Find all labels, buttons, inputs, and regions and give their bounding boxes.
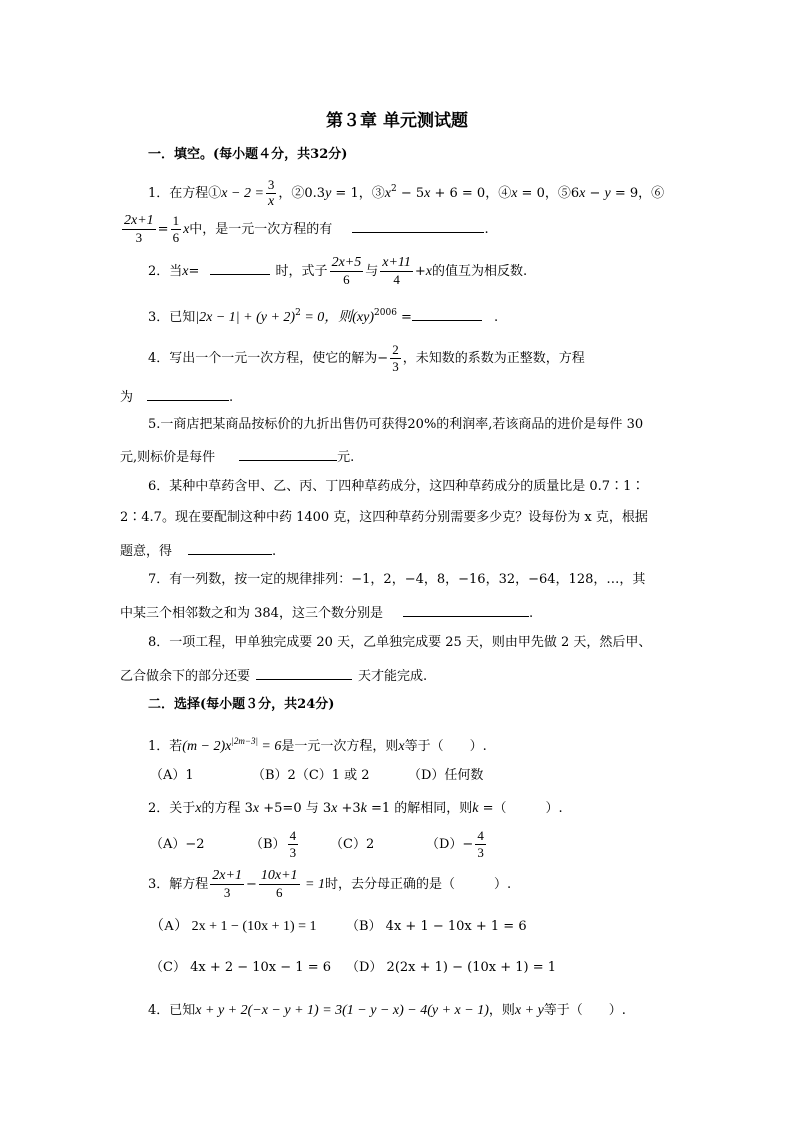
- s1-question-3: 3．已知$|2x - 1| + (y + 2)^2 = 0$，则(xy)$^{2006}$ = .: [148, 308, 499, 325]
- s1-question-6-line-1: 6．某种中草药含甲、乙、丙、丁四种草药成分，这四种草药成分的质量比是 0.7∶1∶: [148, 479, 645, 494]
- option-c[interactable]: （C） 4x + 2 − 10x − 1 = 6: [150, 960, 331, 975]
- fraction-2x1-over-3: $\frac{2x+1}{3}$: [124, 213, 154, 245]
- fraction-2-over-3: $\frac{2}{3}$: [392, 342, 399, 374]
- answer-blank-3[interactable]: [412, 306, 482, 321]
- s1-question-8-line-1: 8．一项工程，甲单独完成要 20 天，乙单独完成要 25 天，则由甲先做 2 天，然后甲、: [148, 635, 652, 650]
- s2-question-4: 4．已知x + y + 2(−x − y + 1) = 3(1 − y − x) − 4(y + x − 1)，则x + y等于（ ）.: [148, 1003, 626, 1018]
- option-d[interactable]: （D）− $\frac{4}{3}$: [426, 828, 484, 860]
- s1-question-6-line-3: 题意，得 .: [120, 540, 276, 561]
- option-a[interactable]: （A）−2: [150, 837, 205, 852]
- s2-question-1-options: [150, 767, 483, 785]
- page-title: 第３章 单元测试题: [326, 111, 468, 131]
- fraction-3-over-x: $\frac{3}{x}$: [267, 177, 275, 209]
- answer-blank-7[interactable]: [403, 602, 529, 617]
- fraction-2x1-over-3: $\frac{2x+1}{3}$: [212, 868, 242, 900]
- answer-blank-4[interactable]: [147, 386, 229, 401]
- answer-blank-6[interactable]: [188, 540, 272, 555]
- option-c[interactable]: （C）2: [330, 837, 375, 852]
- s2-question-3-options-ab: [150, 918, 527, 936]
- s1-question-1-line-2: $\frac{2x+1}{3}$ = $\frac{1}{6}$ x中，是一元一次方程的有 .: [124, 213, 489, 245]
- option-a[interactable]: （A）1: [150, 768, 194, 783]
- answer-blank-1[interactable]: [352, 218, 484, 233]
- s2-question-3: 3．解方程 $\frac{2x+1}{3}$ − $\frac{10x+1}{6}$ = 1时，去分母正确的是（ ）.: [148, 868, 512, 900]
- s1-question-7-line-1: 7．有一列数，按一定的规律排列：−1，2，−4，8，−16，32，−64，128，…，其: [148, 572, 646, 587]
- answer-blank-8[interactable]: [256, 665, 352, 680]
- answer-blank-2[interactable]: [210, 260, 270, 275]
- option-b[interactable]: （B） $\frac{4}{3}$: [250, 828, 297, 860]
- option-b-c[interactable]: （B）2（C）1 或 2: [252, 768, 370, 783]
- s2-question-1: 1．若$(m - 2)x^{|2m-3|} = 6$是一元一次方程，则x等于（ ）.: [148, 736, 487, 754]
- option-d[interactable]: （D）任何数: [408, 768, 484, 783]
- fraction-1-over-6: $\frac{1}{6}$: [172, 213, 180, 245]
- option-b[interactable]: （B） 4x + 1 − 10x + 1 = 6: [346, 919, 527, 934]
- s1-question-7-line-2: 中某三个相邻数之和为 384，这三个数分别是 .: [120, 602, 533, 623]
- option-d[interactable]: （D） 2(2x + 1) − (10x + 1) = 1: [346, 960, 557, 975]
- fraction-10x1-over-6: $\frac{10x+1}{6}$: [260, 868, 298, 900]
- section-2-heading: 二．选择(每小题３分，共24分): [148, 697, 335, 712]
- option-a[interactable]: （A） 2x + 1 − (10x + 1) = 1: [150, 919, 317, 934]
- s1-question-4-line-1: 4．写出一个一元一次方程，使它的解为− $\frac{2}{3}$ ，未知数的系数为正整数，方程: [148, 342, 585, 374]
- section-1-heading: 一．填空。(每小题４分，共32分): [148, 147, 348, 162]
- s1-question-1-line-1: 1．在方程①x − 2 = $\frac{3}{x}$ ，②0.3y = 1，$③x^2 - 5x + 6 = 0$，④x = 0，⑤6x − y = 9，⑥: [148, 177, 665, 209]
- fraction-2x5-over-6: $\frac{2x+5}{6}$: [331, 255, 362, 287]
- s1-question-5-line-1: 5.一商店把某商品按标价的九折出售仍可获得20%的利润率,若该商品的进价是每件 30: [148, 417, 644, 432]
- s1-question-2: 2．当x= 时，式子 $\frac{2x+5}{6}$ 与 $\frac{x+11}{4}$ +x的值互为相反数.: [148, 255, 528, 287]
- s1-question-4-line-2: 为 .: [120, 386, 233, 407]
- answer-blank-5[interactable]: [239, 446, 337, 461]
- s1-question-8-line-2: 乙合做余下的部分还要 天才能完成.: [120, 665, 427, 686]
- s2-question-3-options-cd: [150, 959, 556, 977]
- s2-question-2-options: [150, 828, 488, 862]
- s2-question-2: 2．关于x的方程 3x +5=0 与 3x +3k =1 的解相同，则k =（ ）.: [148, 801, 563, 816]
- s1-question-5-line-2: 元,则标价是每件 元.: [120, 446, 354, 467]
- s1-question-6-line-2: 2∶4.7。现在要配制这种中药 1400 克，这四种草药分别需要多少克？设每份为 x 克，根据: [120, 510, 648, 525]
- fraction-x11-over-4: $\frac{x+11}{4}$: [382, 255, 411, 287]
